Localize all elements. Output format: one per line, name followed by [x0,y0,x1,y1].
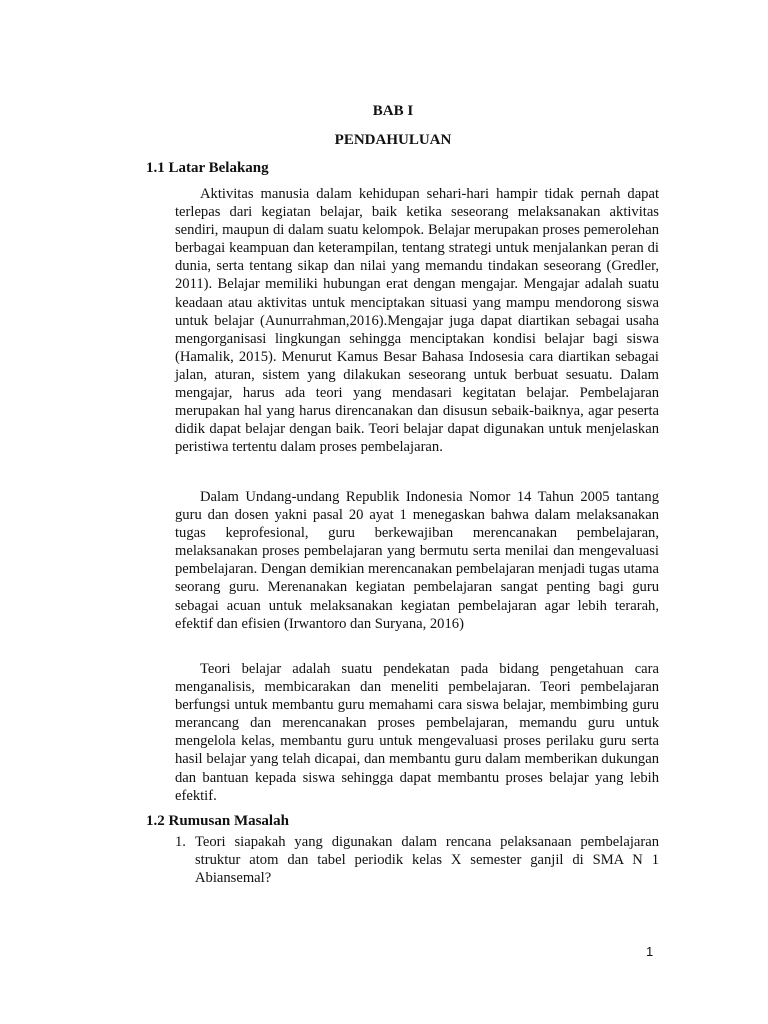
list-item [175,833,659,887]
list-item-number: 1. [175,834,186,850]
chapter-title: PENDAHULUAN [334,132,452,148]
paragraph: Dalam Undang-undang Republik Indonesia Nomor 14 Tahun 2005 tantang guru dan dosen yakni pasal 20 ayat 1 menegaskan bahwa dalam melaksanakan tugas keprofesional, guru berkewajiban merencanakan pembelajaran, melaksanakan proses pembelajaran yang bermutu serta menilai dan mengevaluasi pembelajaran. Dengan demikian merencanakan pembelajaran menjadi tugas utama seorang guru. Merenanakan kegiatan pembelajaran sangat penting bagi guru sebagai acuan untuk melaksanakan kegiatan pembelajaran agar lebih terarah, efektif dan efisien (Irwantoro dan Suryana, 2016) [175,489,659,632]
paragraph: Aktivitas manusia dalam kehidupan sehari-hari hampir tidak pernah dapat terlepas dari kegiatan belajar, baik ketika seseorang melaksanakan aktivitas sendiri, maupun di dalam suatu kelompok. Belajar merupakan proses pemerolehan berbagai keampuan dan keterampilan, tentang strategi untuk menjalankan peran di dunia, serta tentang sikap dan nilai yang memandu tindakan seseorang (Gredler, 2011). Belajar memiliki hubungan erat dengan mengajar. Mengajar adalah suatu keadaan atau aktivitas untuk menciptakan situasi yang mampu mendorong siswa untuk belajar (Aunurrahman,2016).Mengajar juga dapat diartikan sebagai usaha mengorganisasi lingkungan sehingga menciptakan kondisi belajar bagi siswa (Hamalik, 2015). Menurut Kamus Besar Bahasa Indosesia cara diartikan sebagai jalan, aturan, sistem yang dilakukan seseorang untuk berbuat sesuatu. Dalam mengajar, harus ada teori yang mendasari kegitatan belajar. Pembelajaran merupakan hal yang harus direncanakan dan disusun sebaik-baiknya, agar peserta didik dapat belajar dengan baik. Teori belajar dapat digunakan untuk menjelaskan peristiwa tertentu dalam proses pembelajaran. [175,186,659,456]
section-heading-rumusan-masalah: 1.2 Rumusan Masalah [146,813,289,829]
section-heading-latar-belakang: 1.1 Latar Belakang [146,160,269,176]
problem-list [175,833,659,887]
chapter-label: BAB I [372,103,414,119]
list-item-text: Teori siapakah yang digunakan dalam rencana pelaksanaan pembelajaran struktur atom dan tabel periodik kelas X semester ganjil di SMA N 1 Abiansemal? [195,834,659,887]
paragraph: Teori belajar adalah suatu pendekatan pada bidang pengetahuan cara menganalisis, membicarakan dan meneliti pembelajaran. Teori pembelajaran berfungsi untuk membantu guru memahami cara siswa belajar, membimbing guru merancang dan merencanakan proses pembelajaran, memandu guru untuk mengelola kelas, membantu guru untuk mengevaluasi proses perilaku guru serta hasil belajar yang telah dicapai, dan membantu guru dalam memberikan dukungan dan bantuan kepada siswa sehingga dapat membantu proses belajar yang lebih efektif. [175,661,659,804]
page-number: 1 [646,944,654,959]
